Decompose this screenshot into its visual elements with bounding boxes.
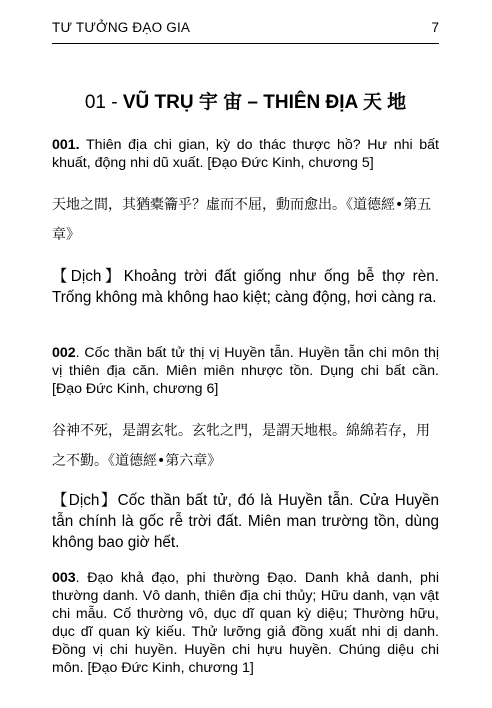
quote-text: . Đạo khả đạo, phi thường Đạo. Danh khả danh, phi thường danh. Vô danh, thiên địa chi thủy; Hữu danh, vạn vật chi mẫu. Cố thường vô, dục dĩ quan kỳ diệu; Thường hữu, dục dĩ quan kỳ kiếu. Thử lưỡng giả đồng xuất nhi dị danh. Đồng vị chi huyền. Huyền chi hựu huyền. Chúng diệu chi môn. [Đạo Đức Kinh, chương 1]	[52, 570, 439, 676]
chapter-title	[52, 91, 439, 115]
entry-number: 003	[52, 570, 76, 586]
entry-002-translation: 【Dịch】Cốc thần bất tử, đó là Huyền tẫn. Cửa Huyền tẫn chính là gốc rễ trời đất. Miên man trường tồn, dùng không bao giờ hết.	[52, 492, 439, 551]
running-title: TƯ TƯỞNG ĐẠO GIA	[52, 20, 191, 35]
quote-text: Thiên địa chi gian, kỳ do thác thược hồ? Hư nhi bất khuất, động nhi dũ xuất. [Đạo Đức Kinh, chương 5]	[52, 137, 439, 171]
quote-text: . Cốc thần bất tử thị vị Huyền tẫn. Huyền tẫn chi môn thị vị thiên địa căn. Miên miên nhược tồn. Dụng chi bất cần. [Đạo Đức Kinh, chương 6]	[52, 345, 439, 397]
entry-001-chinese: 天地之間，其猶橐籥乎？虛而不屈，動而愈出。《道德經•第五章》	[52, 197, 432, 243]
chapter-prefix: 01 -	[84, 92, 123, 113]
entry-number: 002	[52, 345, 76, 361]
header-rule	[52, 43, 439, 44]
chapter-heading: VŨ TRỤ 宇 宙 – THIÊN ĐỊA 天 地	[122, 92, 407, 113]
entry-002-quote	[52, 344, 439, 398]
page-number: 7	[431, 20, 439, 35]
running-header	[52, 20, 439, 40]
entry-001-translation: 【Dịch】Khoảng trời đất giống như ống bễ thợ rèn. Trống không mà không hao kiệt; càng động, hơi càng ra.	[52, 268, 439, 306]
entry-number: 001.	[52, 137, 80, 153]
entry-002-chinese: 谷神不死，是謂玄牝。玄牝之門，是謂天地根。綿綿若存，用之不勤。《道德經•第六章》	[52, 423, 430, 469]
entry-001-quote	[52, 136, 439, 172]
entry-003-quote	[52, 569, 439, 677]
